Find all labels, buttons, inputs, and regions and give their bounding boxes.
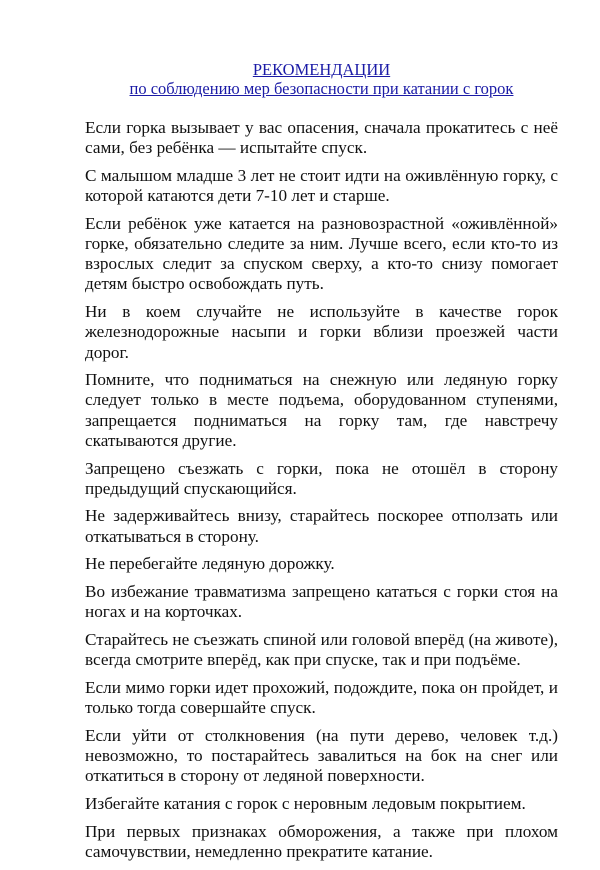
- recommendation-paragraph: Если уйти от столкновения (на пути дерево, человек т.д.) невозможно, то постарайтесь завалиться на бок на снег или откатиться в сторону от ледяной поверхности.: [85, 725, 558, 786]
- recommendations-list: [85, 118, 558, 862]
- recommendation-paragraph: Если мимо горки идет прохожий, подождите, пока он пройдет, и только тогда совершайте спуск.: [85, 677, 558, 718]
- document-page: [85, 60, 558, 870]
- recommendation-paragraph: Запрещено съезжать с горки, пока не отошёл в сторону предыдущий спускающийся.: [85, 458, 558, 498]
- recommendation-paragraph: Не задерживайтесь внизу, старайтесь поскорее отползать или откатываться в сторону.: [85, 506, 558, 546]
- recommendation-paragraph: Если ребёнок уже катается на разновозрастной «оживлённой» горке, обязательно следите за ним. Лучше всего, если кто-то из взрослых следит за спуском сверху, а кто-то снизу помогает детям быстро освобождать путь.: [85, 213, 558, 294]
- recommendation-paragraph: Во избежание травматизма запрещено кататься с горки стоя на ногах и на корточках.: [85, 582, 558, 622]
- recommendation-paragraph: Не перебегайте ледяную дорожку.: [85, 554, 335, 574]
- recommendation-paragraph: Помните, что подниматься на снежную или ледяную горку следует только в месте подъема, оборудованном ступенями, запрещается подниматься на горку там, где навстречу скатываются другие.: [85, 370, 558, 450]
- recommendation-paragraph: Если горка вызывает у вас опасения, сначала прокатитесь с неё сами, без ребёнка — испытайте спуск.: [85, 118, 558, 158]
- document-subtitle: по соблюдению мер безопасности при катании с горок: [129, 79, 514, 98]
- recommendation-paragraph: С малышом младше 3 лет не стоит идти на оживлённую горку, с которой катаются дети 7-10 лет и старше.: [85, 165, 558, 206]
- recommendation-paragraph: Избегайте катания с горок с неровным ледовым покрытием.: [85, 793, 526, 813]
- recommendation-paragraph: Ни в коем случайте не используйте в качестве горок железнодорожные насыпи и горки вблизи проезжей части дорог.: [85, 302, 558, 362]
- recommendation-paragraph: Старайтесь не съезжать спиной или головой вперёд (на животе), всегда смотрите вперёд, как при спуске, так и при подъёме.: [85, 629, 558, 670]
- recommendation-paragraph: При первых признаках обморожения, а также при плохом самочувствии, немедленно прекратите катание.: [85, 821, 558, 861]
- document-title: РЕКОМЕНДАЦИИ: [252, 60, 391, 79]
